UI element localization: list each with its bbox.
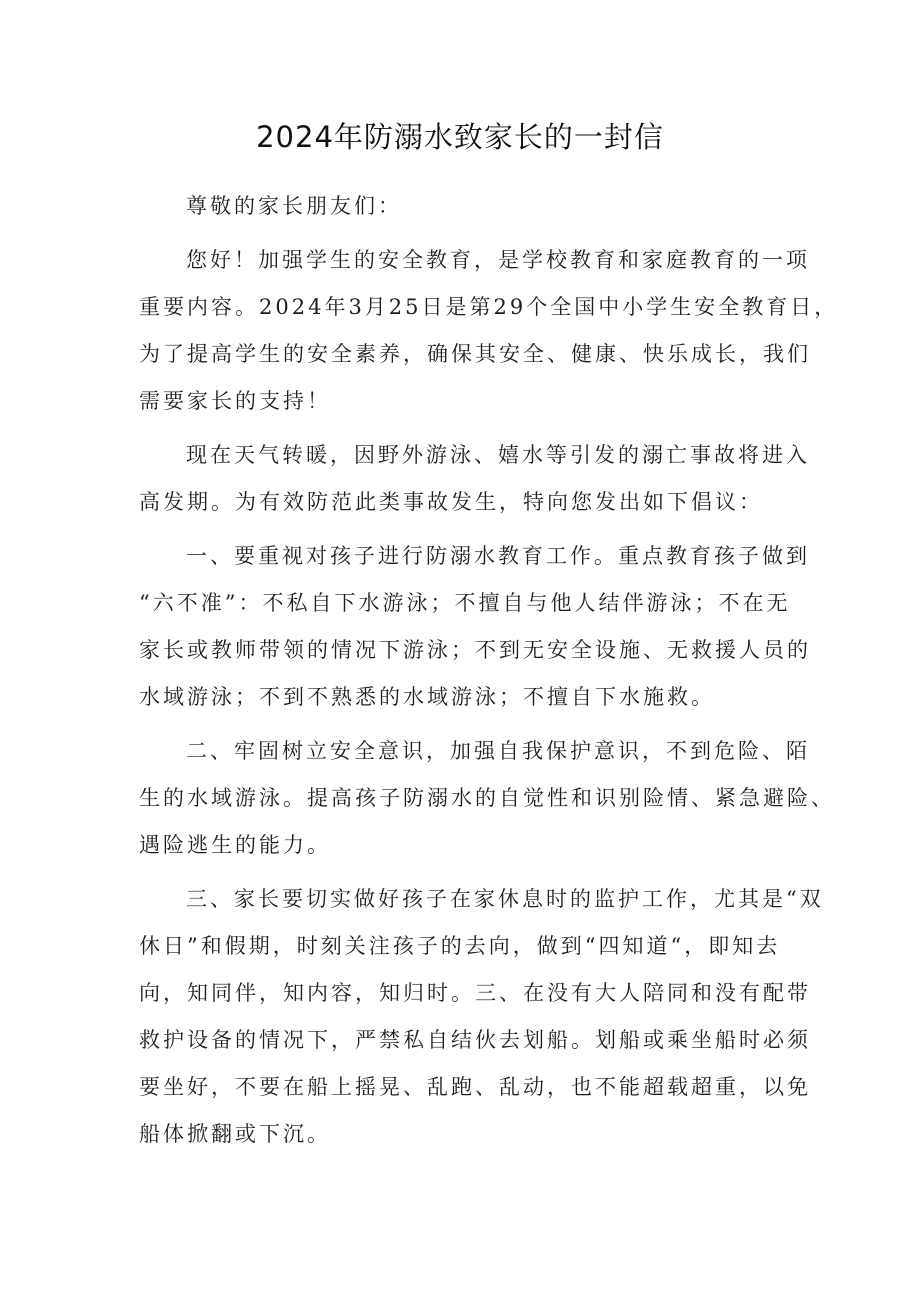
paragraph-item-two (139, 728, 835, 869)
paragraph-line: 您好！加强学生的安全教育，是学校教育和家庭教育的一项 (186, 248, 810, 272)
paragraph-line: 向，知同伴，知内容，知归时。三、在没有大人陪同和没有配带 (139, 981, 811, 1005)
paragraph-intro (139, 432, 811, 526)
paragraph-line: 高发期。为有效防范此类事故发生，特向您发出如下倡议： (139, 490, 763, 514)
salutation: 尊敬的家长朋友们： (186, 194, 402, 218)
paragraph-line: 休日”和假期，时刻关注孩子的去向，做到“四知道“，即知去 (139, 934, 781, 958)
paragraph-line: “六不准”：不私自下水游泳；不擅自与他人结伴游泳；不在无 (139, 591, 791, 615)
paragraph-item-three (139, 876, 824, 1158)
letter-body (139, 183, 839, 1158)
paragraph-line: 生的水域游泳。提高孩子防溺水的自觉性和识别险情、紧急避险、 (139, 786, 835, 810)
paragraph-line: 要坐好，不要在船上摇晃、乱跑、乱动，也不能超载超重，以免 (139, 1075, 811, 1099)
paragraph-line: 水域游泳；不到不熟悉的水域游泳；不擅自下水施救。 (139, 685, 715, 709)
paragraph-line: 遇险逃生的能力。 (139, 833, 331, 857)
paragraph-line: 三、家长要切实做好孩子在家休息时的监护工作，尤其是“双 (186, 887, 824, 911)
paragraph-line: 船体掀翻或下沉。 (139, 1122, 331, 1146)
paragraph-line: 需要家长的支持！ (139, 389, 331, 413)
paragraph-line: 为了提高学生的安全素养，确保其安全、健康、快乐成长，我们 (139, 342, 811, 366)
paragraph-line: 救护设备的情况下，严禁私自结伙去划船。划船或乘坐船时必须 (139, 1028, 811, 1052)
paragraph-item-one (139, 533, 811, 721)
document-title: 2024年防溺水致家长的一封信 (256, 120, 664, 154)
paragraph-line: 家长或教师带领的情况下游泳；不到无安全设施、无救援人员的 (139, 638, 811, 662)
paragraph-line: 重要内容。2024年3月25日是第29个全国中小学生安全教育日， (139, 295, 839, 319)
paragraph-greeting (139, 237, 839, 425)
paragraph-line: 一、要重视对孩子进行防溺水教育工作。重点教育孩子做到 (186, 544, 810, 568)
paragraph-line: 现在天气转暖，因野外游泳、嬉水等引发的溺亡事故将进入 (186, 443, 810, 467)
paragraph-line: 二、牢固树立安全意识，加强自我保护意识，不到危险、陌 (186, 739, 810, 763)
